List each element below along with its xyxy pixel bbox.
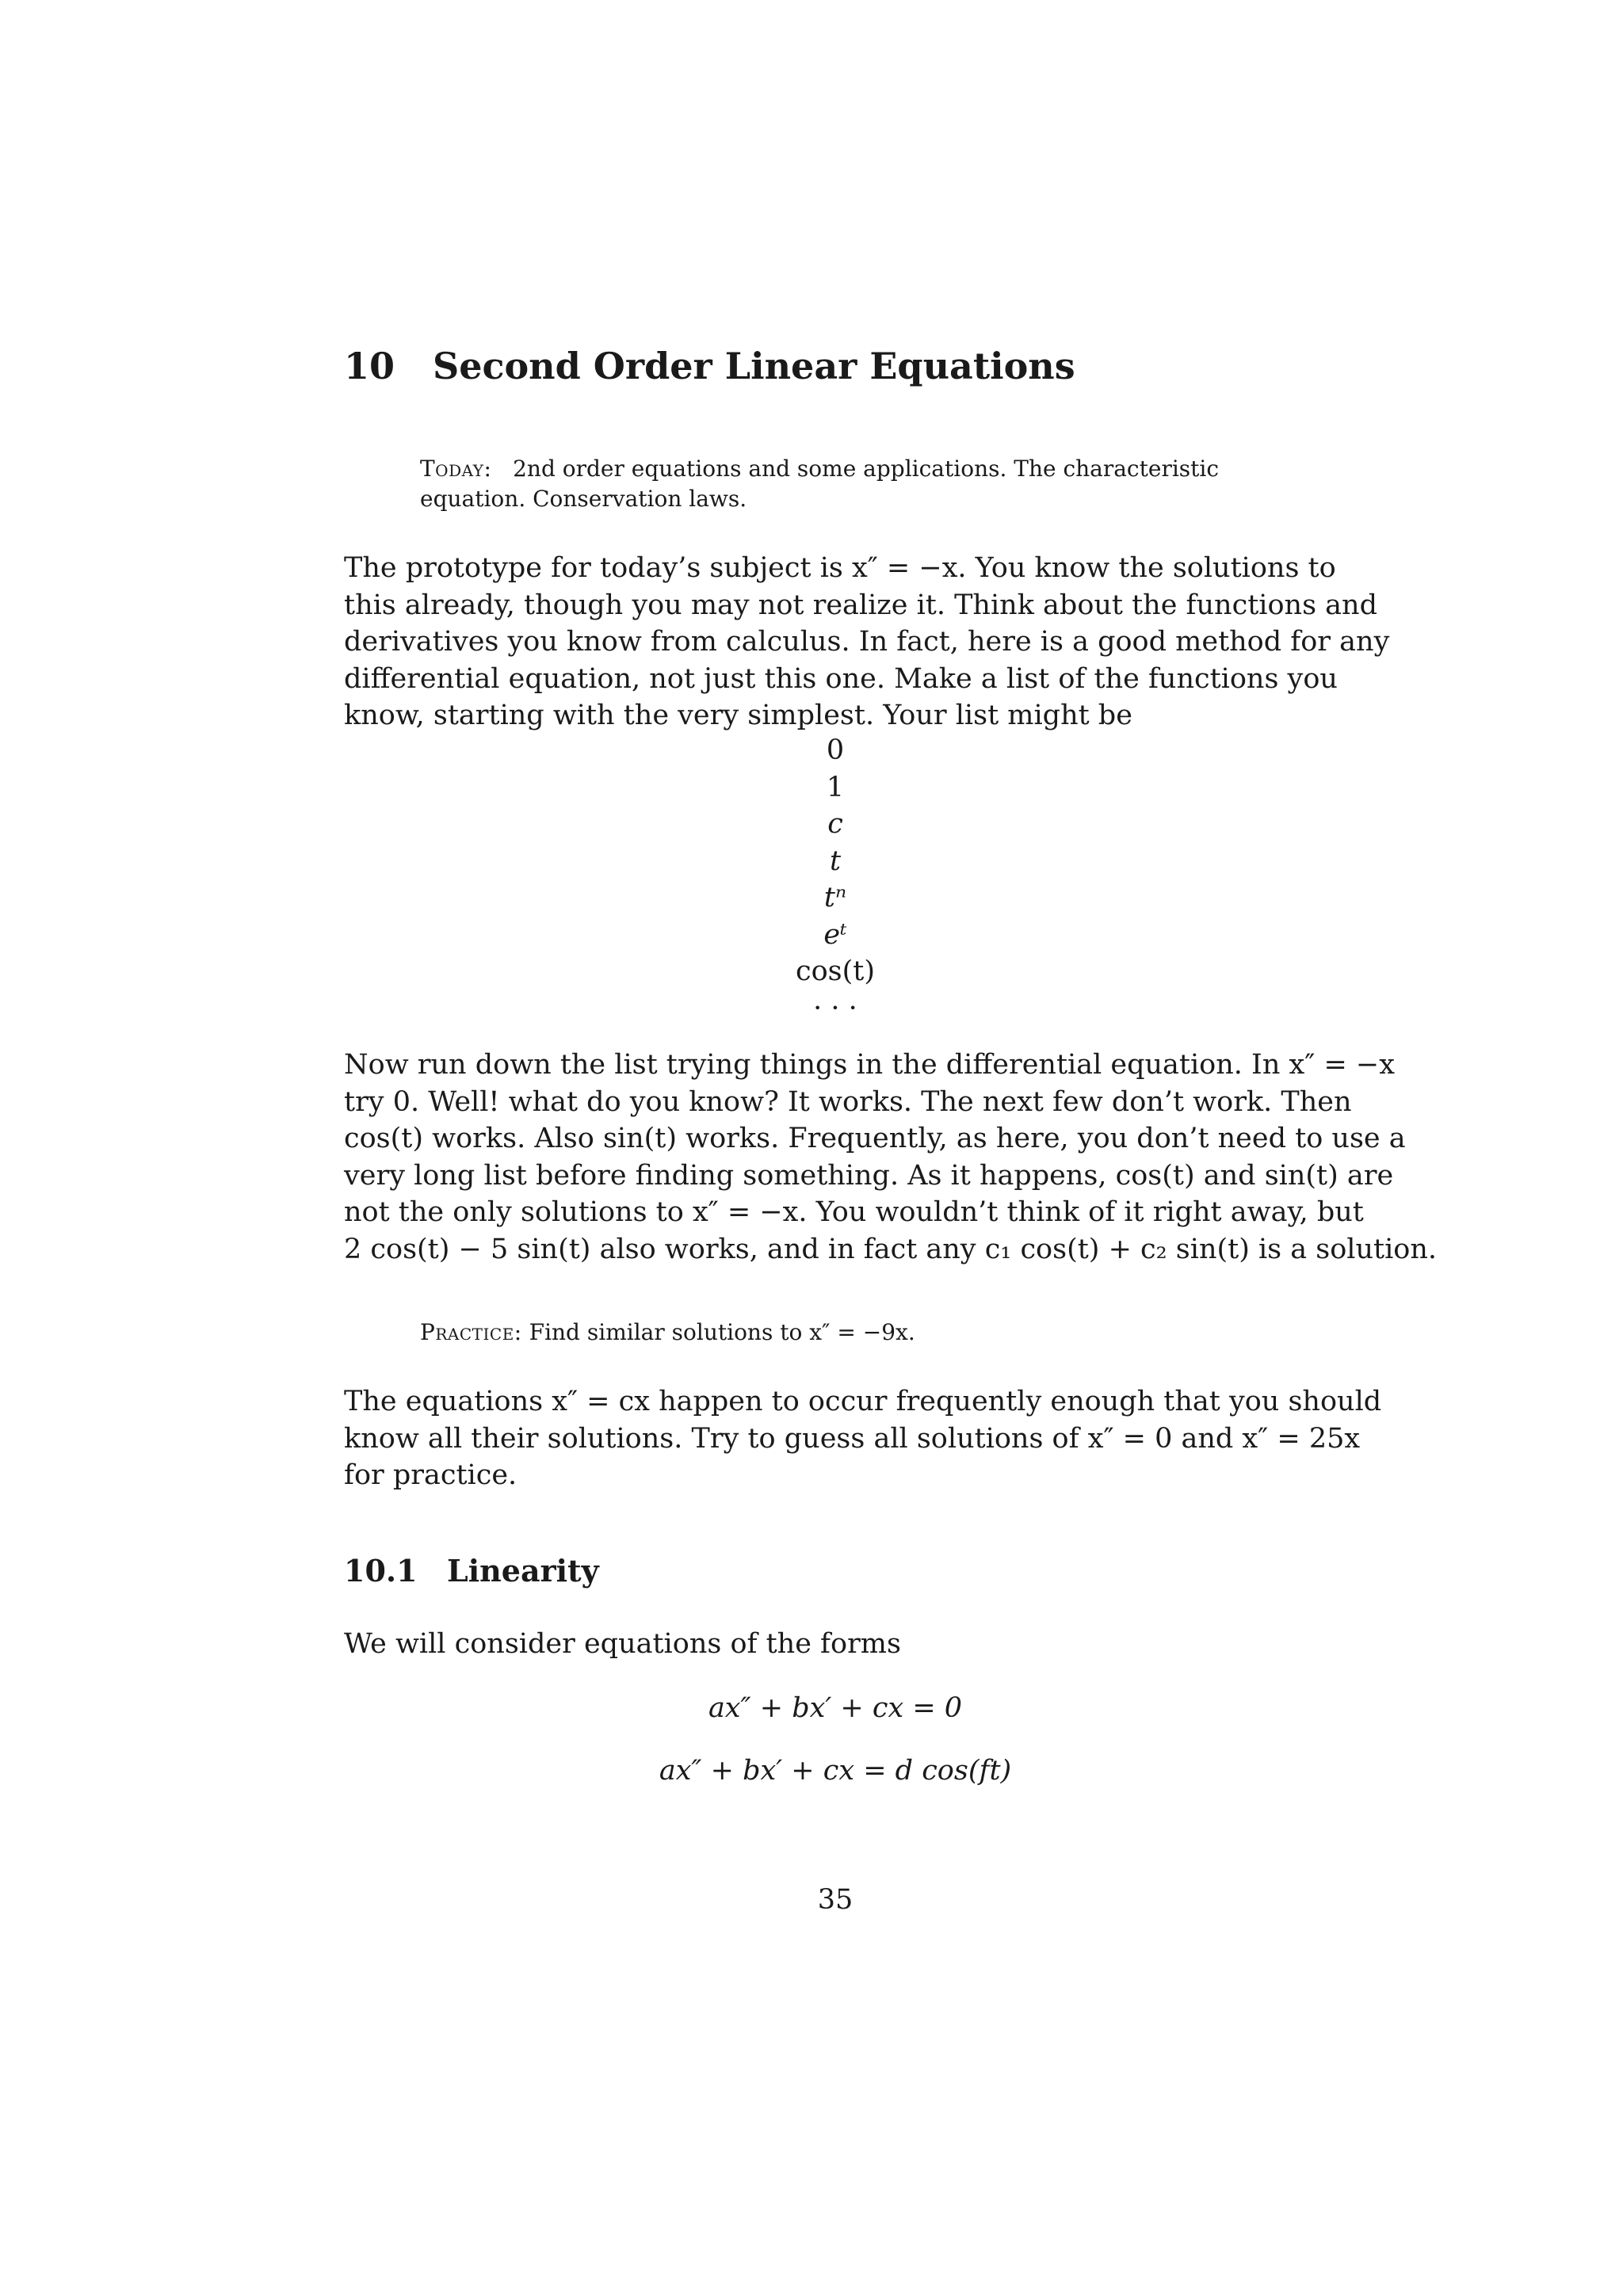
function-list-item: · · · — [813, 992, 857, 1024]
practice-text: Find similar solutions to x″ = −9x. — [529, 1319, 915, 1345]
display-equation-homogeneous: ax″ + bx′ + cx = 0 — [708, 1692, 963, 1724]
section-title: Second Order Linear Equations — [433, 345, 1075, 387]
paragraph-line: The equations x″ = cx happen to occur frequently enough that you should — [344, 1386, 1382, 1417]
paragraph-equations-cx — [344, 1383, 1382, 1494]
function-list-item: t — [829, 845, 842, 877]
paragraph-line: try 0. Well! what do you know? It works. The next few don’t work. Then — [344, 1085, 1352, 1118]
paragraph-line: We will consider equations of the forms — [344, 1628, 901, 1660]
function-list-item: 0 — [826, 734, 845, 766]
today-text-line-1: 2nd order equations and some applications. The characteristic — [513, 456, 1220, 482]
paragraph-line: not the only solutions to x″ = −x. You wouldn’t think of it right away, but — [344, 1196, 1364, 1228]
function-list — [740, 732, 930, 1027]
section-heading — [344, 345, 1075, 387]
function-list-item: eᵗ — [823, 918, 847, 951]
display-equation-forced: ax″ + bx′ + cx = d cos(ft) — [659, 1755, 1012, 1787]
function-list-item: c — [827, 808, 843, 840]
paragraph-line: Now run down the list trying things in the differential equation. In x″ = −x — [344, 1049, 1395, 1081]
subsection-number: 10.1 — [344, 1553, 418, 1589]
paragraph-line: cos(t) works. Also sin(t) works. Frequently, as here, you don’t need to use a — [344, 1123, 1406, 1154]
section-number: 10 — [344, 345, 395, 387]
paragraph-line: know, starting with the very simplest. Your list might be — [344, 700, 1132, 731]
function-list-item: 1 — [826, 771, 845, 803]
paragraph-prototype — [344, 550, 1390, 734]
paragraph-line: know all their solutions. Try to guess all solutions of x″ = 0 and x″ = 25x — [344, 1422, 1361, 1455]
paragraph-line: The prototype for today’s subject is x″ = −x. You know the solutions to — [344, 552, 1336, 584]
practice-label: Practice: — [420, 1319, 522, 1345]
practice-note — [420, 1318, 1252, 1348]
function-list-item: cos(t) — [795, 955, 875, 987]
subsection-heading — [344, 1553, 599, 1589]
paragraph-line: 2 cos(t) − 5 sin(t) also works, and in fact any c₁ cos(t) + c₂ sin(t) is a solution. — [344, 1233, 1438, 1265]
today-label: Today: — [420, 456, 492, 482]
paragraph-line: very long list before finding something. As it happens, cos(t) and sin(t) are — [344, 1159, 1394, 1192]
subsection-title: Linearity — [447, 1553, 599, 1589]
today-text-line-2: equation. Conservation laws. — [420, 486, 747, 512]
paragraph-line: this already, though you may not realize it. Think about the functions and — [344, 589, 1377, 621]
function-list-item: tⁿ — [823, 882, 847, 913]
today-note — [420, 454, 1252, 514]
paragraph-line: derivatives you know from calculus. In fact, here is a good method for any — [344, 626, 1390, 658]
paragraph-line: differential equation, not just this one. Make a list of the functions you — [344, 662, 1338, 695]
paragraph-line: for practice. — [344, 1459, 517, 1491]
paragraph-forms — [344, 1626, 1327, 1663]
page-number: 35 — [817, 1884, 854, 1916]
paragraph-trial-list — [344, 1047, 1438, 1268]
